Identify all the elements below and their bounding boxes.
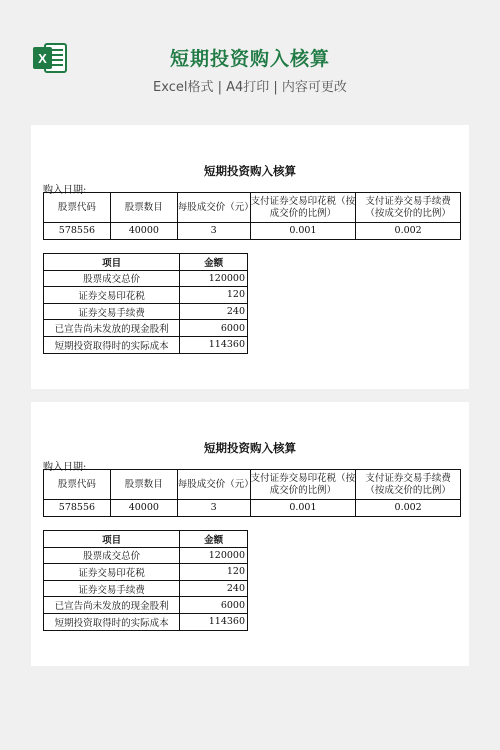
sheet-preview-2 [31,402,469,666]
amount-cell: 120000 [180,270,248,287]
header-cell: 每股成交价（元） [177,470,250,500]
table-cell: 578556 [44,223,111,240]
amount-cell: 120 [180,564,248,581]
table-cell: 578556 [44,500,111,517]
header-cell: 支付证券交易印花税（按成交价的比例） [250,470,356,500]
cost-table [43,530,248,631]
table-row [44,547,248,564]
header-cell: 项目 [44,254,180,271]
table-header-row [44,531,248,548]
table-header-row [44,470,461,500]
table-header-row [44,254,248,271]
item-cell: 短期投资取得时的实际成本 [44,613,180,630]
header-cell: 股票代码 [44,193,111,223]
amount-cell: 114360 [180,613,248,630]
header-cell: 金额 [180,254,248,271]
header-cell: 项目 [44,531,180,548]
amount-cell: 240 [180,303,248,320]
amount-cell: 114360 [180,336,248,353]
page-title: 短期投资购入核算 [169,48,330,70]
table-cell: 0.001 [250,223,356,240]
purchase-date-label: 购入日期: [43,185,87,196]
table-cell: 40000 [110,500,177,517]
header-cell: 股票代码 [44,470,111,500]
table-row [44,613,248,630]
table-row [44,580,248,597]
table-row [44,287,248,304]
header-cell: 股票数目 [110,470,177,500]
page-subtitle: Excel格式 | A4打印 | 内容可更改 [153,80,347,95]
amount-cell: 120 [180,287,248,304]
amount-cell: 120000 [180,547,248,564]
amount-cell: 6000 [180,597,248,614]
item-cell: 证券交易手续费 [44,580,180,597]
cost-table [43,253,248,354]
item-cell: 股票成交总价 [44,270,180,287]
stock-info-table [43,192,461,240]
table-row [44,564,248,581]
item-cell: 已宣告尚未发放的现金股利 [44,597,180,614]
table-cell: 3 [177,223,250,240]
table-header-row [44,193,461,223]
amount-cell: 6000 [180,320,248,337]
item-cell: 短期投资取得时的实际成本 [44,336,180,353]
sheet-preview-1 [31,125,469,389]
table-row [44,270,248,287]
table-cell: 0.002 [356,223,461,240]
item-cell: 已宣告尚未发放的现金股利 [44,320,180,337]
table-cell: 40000 [110,223,177,240]
table-cell: 0.002 [356,500,461,517]
header-cell: 支付证券交易手续费（按成交价的比例） [356,193,461,223]
item-cell: 证券交易印花税 [44,287,180,304]
header-cell: 支付证券交易印花税（按成交价的比例） [250,193,356,223]
table-row [44,223,461,240]
svg-text:X: X [38,51,47,66]
table-row [44,500,461,517]
item-cell: 股票成交总价 [44,547,180,564]
purchase-date-label: 购入日期: [43,462,87,473]
table-row [44,320,248,337]
table-row [44,303,248,320]
sheet-title: 短期投资购入核算 [204,164,296,178]
table-cell: 3 [177,500,250,517]
header-cell: 支付证券交易手续费（按成交价的比例） [356,470,461,500]
table-row [44,336,248,353]
sheet-title: 短期投资购入核算 [204,441,296,455]
table-row [44,597,248,614]
header-cell: 金额 [180,531,248,548]
header-cell: 每股成交价（元） [177,193,250,223]
amount-cell: 240 [180,580,248,597]
stock-info-table [43,469,461,517]
item-cell: 证券交易印花税 [44,564,180,581]
item-cell: 证券交易手续费 [44,303,180,320]
table-cell: 0.001 [250,500,356,517]
header-cell: 股票数目 [110,193,177,223]
page-header [0,0,500,110]
